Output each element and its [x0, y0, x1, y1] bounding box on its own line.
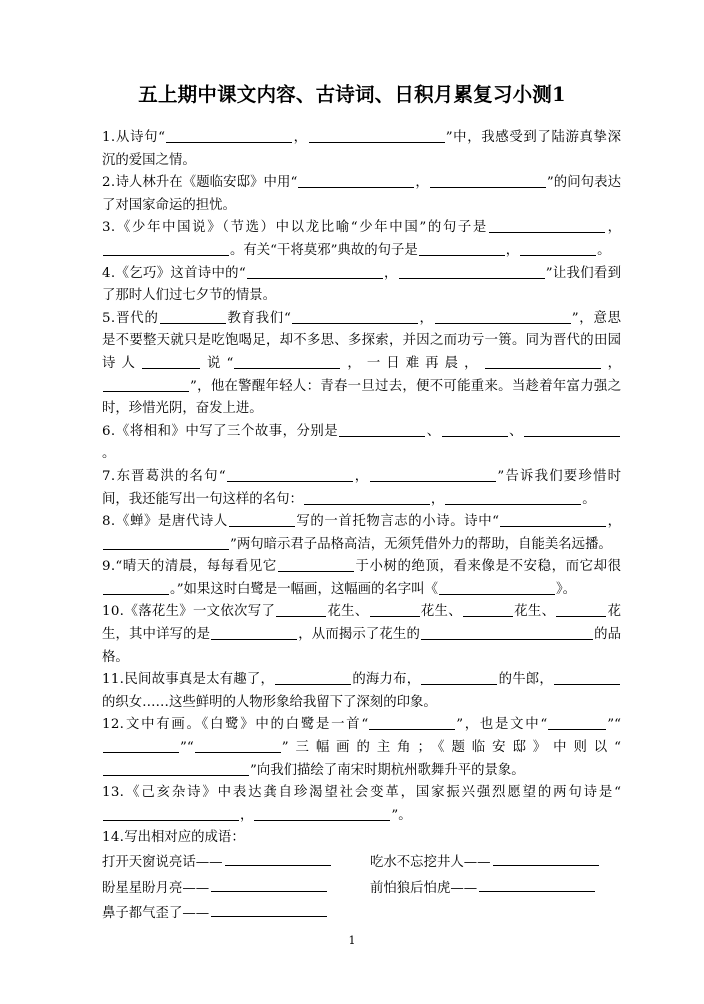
question-text: 《落花生》一文依次写了 [124, 604, 276, 620]
answer-blank[interactable] [276, 603, 326, 617]
question-text: ， [240, 807, 254, 823]
answer-blank[interactable] [234, 355, 340, 369]
answer-blank[interactable] [142, 355, 200, 369]
idiom-cell [102, 901, 370, 927]
question-number: 6. [102, 423, 116, 439]
question-number: 14. [102, 830, 125, 846]
idiom-cell [370, 876, 621, 902]
answer-blank[interactable] [339, 423, 425, 437]
answer-blank[interactable] [166, 129, 292, 143]
question-item [102, 172, 621, 217]
answer-blank[interactable] [556, 603, 606, 617]
question-item [102, 714, 621, 782]
question-text: 。 [597, 242, 611, 258]
question-text: ”三幅画的主角；《题临安邸》中则以“ [281, 740, 621, 756]
question-text: 教育我们“ [226, 310, 291, 326]
question-item [102, 263, 621, 308]
answer-blank[interactable] [399, 265, 545, 279]
question-text: 写的一首托物言志的小诗。诗中“ [295, 514, 500, 530]
question-text: 。有关“干将莫邪”典故的句子是 [230, 242, 418, 258]
answer-blank[interactable] [211, 903, 327, 917]
question-text: 《己亥杂诗》中表达龚自珍渴望社会变革，国家振兴强烈愿望的两句诗是“ [124, 785, 621, 801]
answer-blank[interactable] [369, 716, 455, 730]
question-text: ”，也是文中“ [456, 717, 548, 733]
question-text: 花生、 [420, 604, 462, 620]
question-text: 诗人林升在《题临安邸》中用“ [115, 175, 298, 191]
question-text: 《将相和》中写了三个故事，分别是 [115, 423, 339, 439]
question-item [102, 669, 621, 714]
answer-blank[interactable] [103, 242, 229, 256]
question-text: 的海力布， [352, 672, 421, 688]
question-number: 12. [102, 717, 125, 733]
question-text: 。 [102, 446, 116, 462]
page-title: 五上期中课文内容、古诗词、日积月累复习小测1 [138, 83, 566, 106]
question-text: 民间故事真是太有趣了， [124, 672, 275, 688]
question-number: 1. [102, 130, 116, 145]
question-text: 花生，其中详写的是 [102, 604, 622, 643]
question-text: ”向我们描绘了南宋时期杭州歌舞升平的景象。 [250, 762, 525, 778]
question-text: ”中，我感受到了陆游真挚深沉的爱国之情。 [102, 130, 621, 168]
answer-blank[interactable] [370, 603, 420, 617]
answer-blank[interactable] [309, 129, 445, 143]
question-item [102, 827, 621, 850]
question-text: ， [601, 355, 622, 371]
question-text: ”，他在警醒年轻人：青春一旦过去，便不可能重来。当趁着年富力强之时，珍惜光阴，奋发上进。 [102, 378, 621, 417]
answer-blank[interactable] [435, 310, 571, 324]
question-number: 9. [102, 559, 116, 575]
answer-blank[interactable] [278, 558, 354, 572]
question-text: ， [293, 130, 308, 145]
answer-blank[interactable] [160, 310, 226, 324]
answer-blank[interactable] [211, 878, 327, 892]
question-item [102, 308, 621, 421]
answer-blank[interactable] [195, 739, 281, 753]
answer-blank[interactable] [292, 310, 418, 324]
answer-blank[interactable] [298, 174, 414, 188]
question-number: 7. [102, 468, 116, 484]
question-text: 的织女……这些鲜明的人物形象给我留下了深刻的印象。 [102, 694, 437, 710]
question-item [102, 217, 621, 262]
answer-blank[interactable] [500, 513, 606, 527]
answer-blank[interactable] [247, 265, 383, 279]
question-text: 于小树的绝顶，看来像是不安稳，而它却很 [354, 559, 621, 575]
question-text: ， [605, 220, 621, 236]
question-text: ”两句暗示君子品格高洁，无须凭借外力的帮助，自能美名远播。 [230, 536, 612, 552]
question-text: ， [505, 242, 520, 258]
question-text: 说“ [200, 355, 234, 371]
idiom-cell [370, 901, 621, 927]
question-text: 。”如果这时白鹭是一幅画，这幅画的名字叫《 [170, 581, 438, 597]
question-text: 》。 [555, 581, 577, 597]
questions-container [102, 127, 621, 927]
question-text: 东晋葛洪的名句“ [115, 468, 226, 484]
idiom-label: 鼻子都气歪了—— [102, 906, 210, 921]
question-text: ， [418, 310, 434, 326]
idiom-row [102, 850, 621, 876]
question-text: ， [430, 491, 445, 507]
question-text: ”“ [607, 717, 621, 733]
question-text: ”让我们看到了那时人们过七夕节的情景。 [102, 265, 621, 304]
answer-blank[interactable] [103, 762, 249, 776]
question-text: “晴天的清晨，每每看见它 [115, 559, 277, 575]
question-text: ，一日难再晨， [341, 355, 484, 371]
question-text: 《蝉》是唐代诗人 [115, 514, 228, 530]
question-item [102, 782, 621, 827]
question-item [102, 127, 621, 172]
question-number: 3. [102, 220, 116, 236]
question-number: 13. [102, 785, 125, 801]
question-number: 11. [102, 672, 125, 688]
answer-blank[interactable] [103, 536, 229, 550]
answer-blank[interactable] [485, 355, 601, 369]
question-text: 《少年中国说》（节选）中以龙比喻“少年中国”的句子是 [115, 220, 488, 236]
question-text: ”的问句表达了对国家命运的担忧。 [102, 175, 621, 213]
question-text: 文中有画。《白鹭》中的白鹭是一首“ [124, 717, 369, 733]
answer-blank[interactable] [442, 423, 508, 437]
question-text: 。 [582, 491, 596, 507]
answer-blank[interactable] [489, 219, 605, 233]
answer-blank[interactable] [524, 423, 620, 437]
answer-blank[interactable] [554, 671, 620, 685]
idiom-row [102, 901, 621, 927]
answer-blank[interactable] [421, 626, 593, 640]
question-text: ”，意思是不要整天就只是吃饱喝足，却不多思、多探索，并因之而功亏一篑。同为晋代的田园诗人 [102, 310, 621, 371]
question-number: 10. [102, 604, 125, 620]
idiom-cell [102, 850, 370, 876]
answer-blank[interactable] [463, 603, 513, 617]
question-text: ， [383, 265, 398, 281]
answer-blank[interactable] [254, 807, 390, 821]
question-number: 4. [102, 265, 116, 281]
answer-blank[interactable] [229, 513, 295, 527]
question-number: 5. [102, 310, 116, 326]
question-text: ， [607, 514, 622, 530]
answer-blank[interactable] [548, 716, 606, 730]
question-text: ”告诉我们要珍惜时间，我还能写出一句这样的名句： [102, 468, 621, 507]
answer-blank[interactable] [419, 242, 505, 256]
question-text: ， [415, 175, 429, 191]
idiom-label: 前怕狼后怕虎—— [370, 880, 478, 896]
question-text: 、 [426, 423, 441, 439]
question-text: 花生、 [327, 604, 369, 620]
idiom-table [102, 850, 621, 927]
idiom-label: 打开天窗说亮话—— [102, 855, 223, 870]
idiom-label: 盼星星盼月亮—— [102, 880, 210, 896]
question-item [102, 511, 621, 556]
answer-blank[interactable] [103, 807, 239, 821]
question-text: 从诗句“ [115, 130, 165, 145]
question-item [102, 466, 621, 511]
answer-blank[interactable] [520, 242, 596, 256]
answer-blank[interactable] [439, 581, 555, 595]
question-item [102, 556, 621, 601]
question-text: 的牛郎， [498, 672, 554, 688]
answer-blank[interactable] [445, 491, 581, 505]
question-number: 8. [102, 514, 116, 530]
answer-blank[interactable] [227, 468, 353, 482]
question-text: ”。 [391, 807, 412, 823]
answer-blank[interactable] [430, 174, 546, 188]
answer-blank[interactable] [370, 468, 496, 482]
answer-blank[interactable] [225, 852, 331, 866]
answer-blank[interactable] [103, 581, 169, 595]
answer-blank[interactable] [275, 671, 351, 685]
question-text: ”“ [180, 740, 194, 756]
question-item [102, 601, 621, 669]
answer-blank[interactable] [493, 852, 599, 866]
question-item [102, 421, 621, 466]
question-text: 、 [508, 423, 524, 439]
answer-blank[interactable] [103, 378, 189, 392]
question-text: 花生、 [513, 604, 556, 620]
page-number: 1 [348, 934, 356, 947]
answer-blank[interactable] [211, 626, 297, 640]
question-text: 的品格。 [102, 627, 622, 665]
idiom-label: 吃水不忘挖井人—— [370, 855, 491, 870]
question-text: 《乞巧》这首诗中的“ [115, 265, 246, 281]
question-text: ， [353, 468, 370, 484]
question-text: ，从而揭示了花生的 [298, 627, 420, 643]
question-number: 2. [102, 175, 116, 191]
answer-blank[interactable] [103, 739, 179, 753]
idiom-row [102, 876, 621, 902]
idiom-cell [102, 876, 370, 902]
question-text: 晋代的 [115, 310, 159, 326]
idiom-cell [370, 850, 621, 876]
answer-blank[interactable] [304, 491, 430, 505]
question-text: 写出相对应的成语： [124, 830, 245, 846]
answer-blank[interactable] [421, 671, 497, 685]
answer-blank[interactable] [479, 878, 595, 892]
